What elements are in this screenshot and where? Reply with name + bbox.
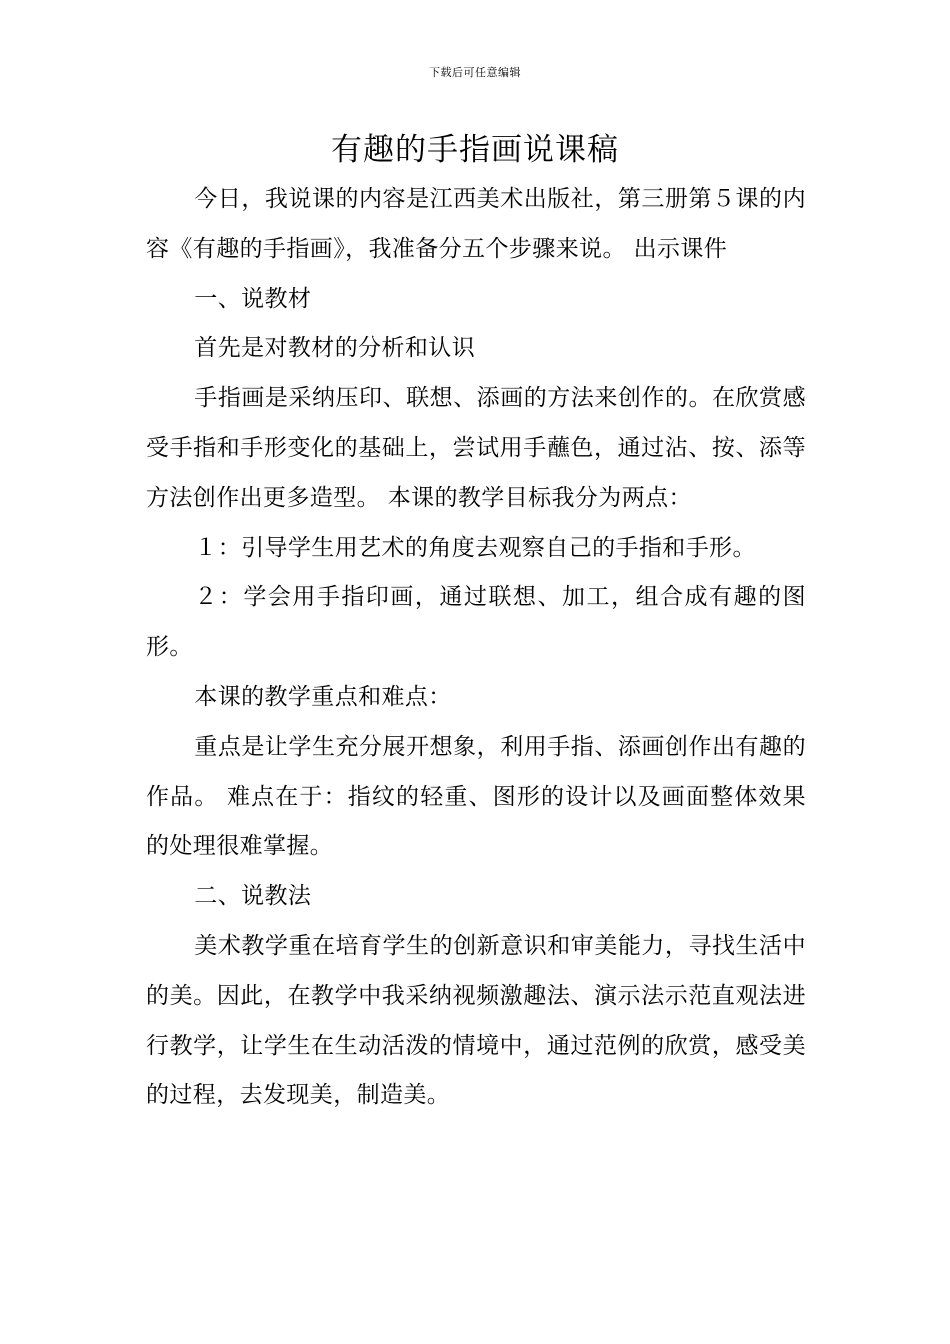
- paragraph-intro: 今日，我说课的内容是江西美术出版社，第三册第５课的内容《有趣的手指画》，我准备分五个步骤来说。 出示课件: [146, 186, 806, 262]
- document-title: 有趣的手指画说课稿: [331, 132, 619, 168]
- document-body: [146, 175, 806, 1121]
- section-heading-materials: 一、说教材: [194, 285, 312, 312]
- paragraph-goal-1: １：引导学生用艺术的角度去观察自己的手指和手形。: [194, 534, 756, 561]
- header-note: 下载后可任意编辑: [429, 66, 521, 79]
- paragraph-key-points-heading: 本课的教学重点和难点：: [194, 683, 452, 710]
- paragraph-goal-2: ２：学会用手指印画，通过联想、加工，组合成有趣的图形。: [146, 584, 806, 661]
- section-heading-methods: 二、说教法: [194, 883, 312, 910]
- paragraph-key-points: 重点是让学生充分展开想象，利用手指、添画创作出有趣的作品。 难点在于：指纹的轻重、图形的设计以及画面整体效果的处理很难掌握。: [146, 733, 806, 860]
- paragraph-methods: 美术教学重在培育学生的创新意识和审美能力，寻找生活中的美。因此，在教学中我采纳视频激趣法、演示法示范直观法进行教学，让学生在生动活泼的情境中，通过范例的欣赏，感受美的过程，去发现美，制造美。: [146, 932, 806, 1109]
- paragraph-analysis: 首先是对教材的分析和认识: [194, 335, 476, 362]
- paragraph-finger-painting: 手指画是采纳压印、联想、添画的方法来创作的。在欣赏感受手指和手形变化的基础上，尝试用手蘸色，通过沾、按、添等方法创作出更多造型。 本课的教学目标我分为两点：: [146, 385, 806, 511]
